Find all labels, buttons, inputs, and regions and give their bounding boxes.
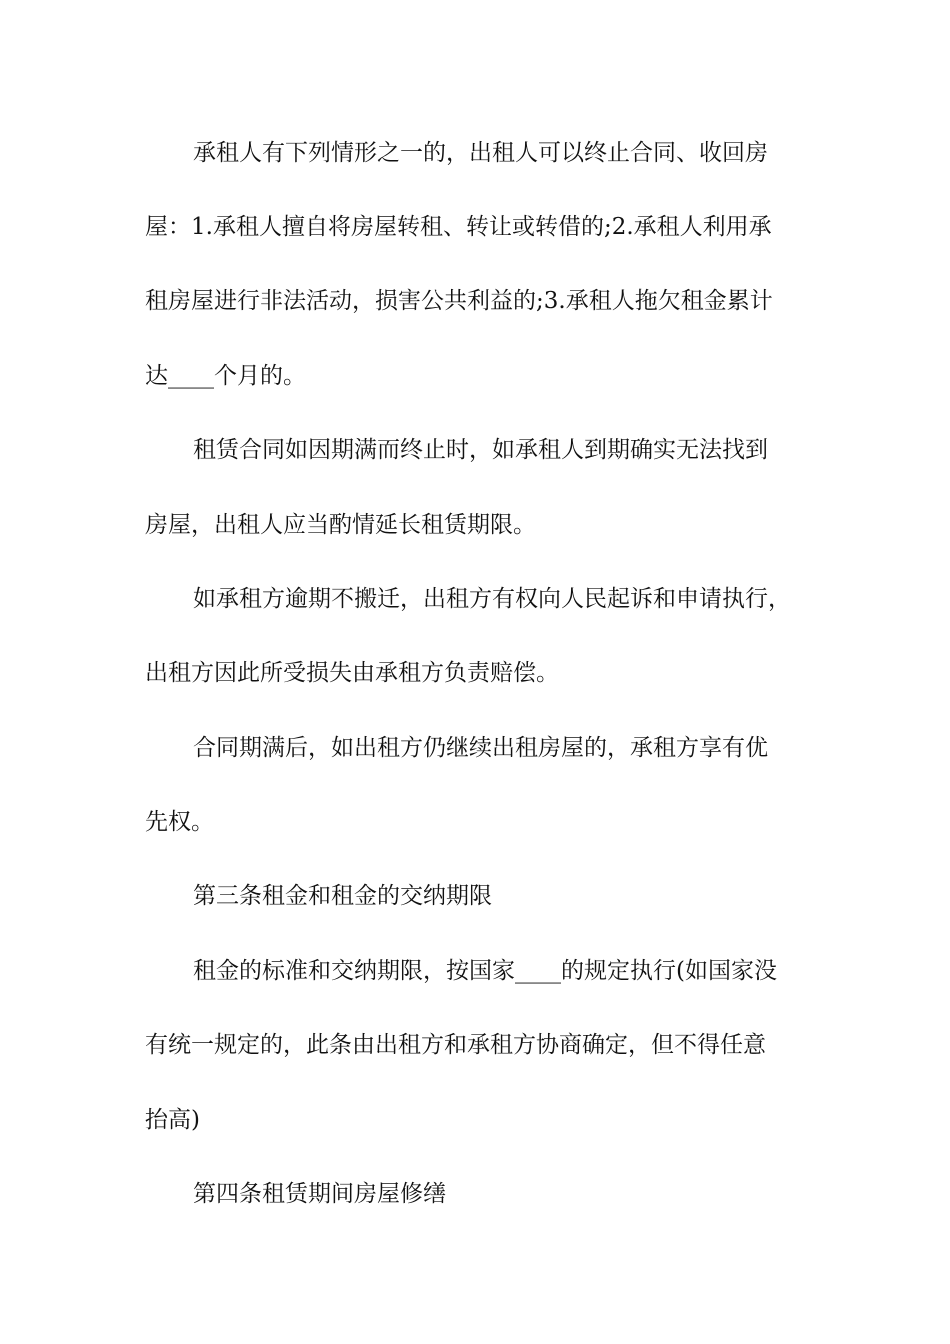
- paragraph-termination-line-1: 承租人有下列情形之一的，出租人可以终止合同、收回房: [193, 140, 768, 166]
- paragraph-rent-line-1: 租金的标准和交纳期限，按国家____的规定执行(如国家没: [193, 958, 777, 984]
- paragraph-overdue-line-2: 出租方因此所受损失由承租方负责赔偿。: [145, 660, 559, 686]
- article-3-heading: 第三条租金和租金的交纳期限: [193, 883, 492, 909]
- paragraph-rent-line-2: 有统一规定的，此条由出租方和承租方协商确定，但不得任意: [145, 1032, 766, 1058]
- paragraph-overdue-line-1: 如承租方逾期不搬迁，出租方有权向人民起诉和申请执行，: [193, 586, 791, 612]
- paragraph-priority-line-1: 合同期满后，如出租方仍继续出租房屋的，承租方享有优: [193, 735, 768, 761]
- article-4-heading: 第四条租赁期间房屋修缮: [193, 1181, 446, 1207]
- paragraph-priority-line-2: 先权。: [145, 809, 214, 835]
- paragraph-expiry-line-1: 租赁合同如因期满而终止时，如承租人到期确实无法找到: [193, 437, 768, 463]
- paragraph-termination-line-3: 租房屋进行非法活动，损害公共利益的;3.承租人拖欠租金累计: [145, 288, 773, 314]
- paragraph-termination-line-4: 达____个月的。: [145, 363, 306, 389]
- paragraph-expiry-line-2: 房屋，出租人应当酌情延长租赁期限。: [145, 512, 536, 538]
- paragraph-rent-line-3: 抬高): [145, 1107, 200, 1133]
- paragraph-termination-line-2: 屋：1.承租人擅自将房屋转租、转让或转借的;2.承租人利用承: [145, 214, 772, 240]
